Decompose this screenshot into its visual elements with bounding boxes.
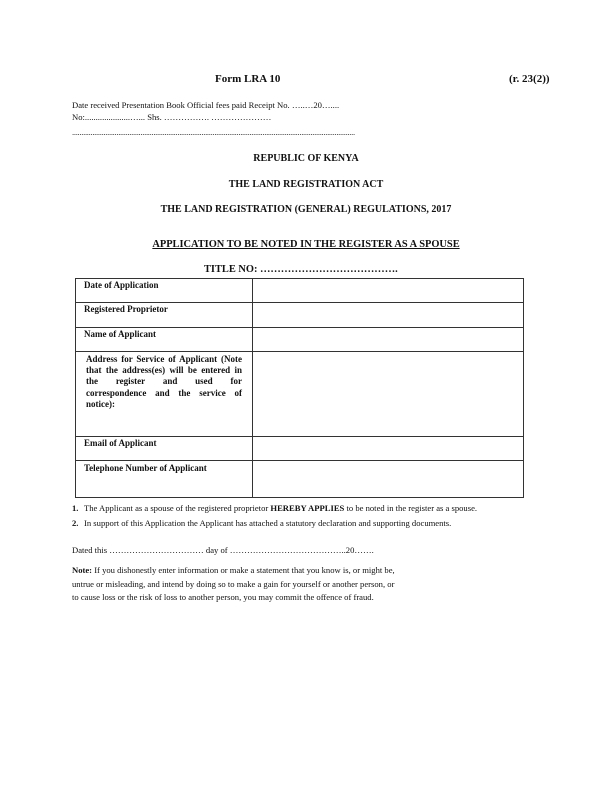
heading-republic: REPUBLIC OF KENYA [253,153,359,164]
table-row [76,279,524,303]
table-row [76,461,524,498]
table-row [76,437,524,461]
office-use-line-1: Date received Presentation Book Official fees paid Receipt No. …..…20….... [72,100,340,110]
label-registered-proprietor: Registered Proprietor [76,303,253,328]
table-row [76,328,524,352]
label-date-of-application: Date of Application [76,279,253,303]
title-number-field[interactable]: TITLE NO: …………………………………. [204,264,398,275]
rule-reference: (r. 23(2)) [509,73,550,85]
office-use-line-2: No:.....................…... Shs. ……………. ………………… [72,112,272,122]
label-address-for-service: Address for Service of Applicant (Note that the address(es) will be entered in the register and used for correspondence and the service of notice): [76,352,253,437]
field-name-of-applicant[interactable] [253,328,524,352]
label-telephone-number: Telephone Number of Applicant [76,461,253,498]
field-registered-proprietor[interactable] [253,303,524,328]
statement-1: 1. The Applicant as a spouse of the registered proprietor HEREBY APPLIES to be noted in the register as a spouse. [72,503,478,513]
field-email-of-applicant[interactable] [253,437,524,461]
application-form-table [75,278,524,498]
statement-2: 2. In support of this Application the Applicant has attached a statutory declaration and supporting documents. [72,518,452,528]
statement-number: 1. [72,503,79,513]
heading-act: THE LAND REGISTRATION ACT [228,179,384,190]
dated-line[interactable]: Dated this …………………………… day of …………………………………..20……. [72,545,374,555]
application-title: APPLICATION TO BE NOTED IN THE REGISTER AS A SPOUSE [152,239,460,250]
fraud-note: Note: If you dishonestly enter information or make a statement that you know is, or might be, untrue or misleading, and intend by doing so to make a gain for yourself or another person, or to cause loss or the risk of loss to another person, you may commit the offence of fraud. [72,565,395,602]
label-email-of-applicant: Email of Applicant [76,437,253,461]
table-row [76,303,524,328]
note-label: Note: [72,565,93,575]
field-telephone-number[interactable] [253,461,524,498]
field-date-of-application[interactable] [253,279,524,303]
table-row [76,352,524,437]
office-use-divider: ......................................................................................................................................................... [72,127,355,137]
label-name-of-applicant: Name of Applicant [76,328,253,352]
heading-regulations: THE LAND REGISTRATION (GENERAL) REGULATIONS, 2017 [160,204,452,215]
form-title: Form LRA 10 [215,73,281,85]
statement-number: 2. [72,518,79,528]
field-address-for-service[interactable] [253,352,524,437]
